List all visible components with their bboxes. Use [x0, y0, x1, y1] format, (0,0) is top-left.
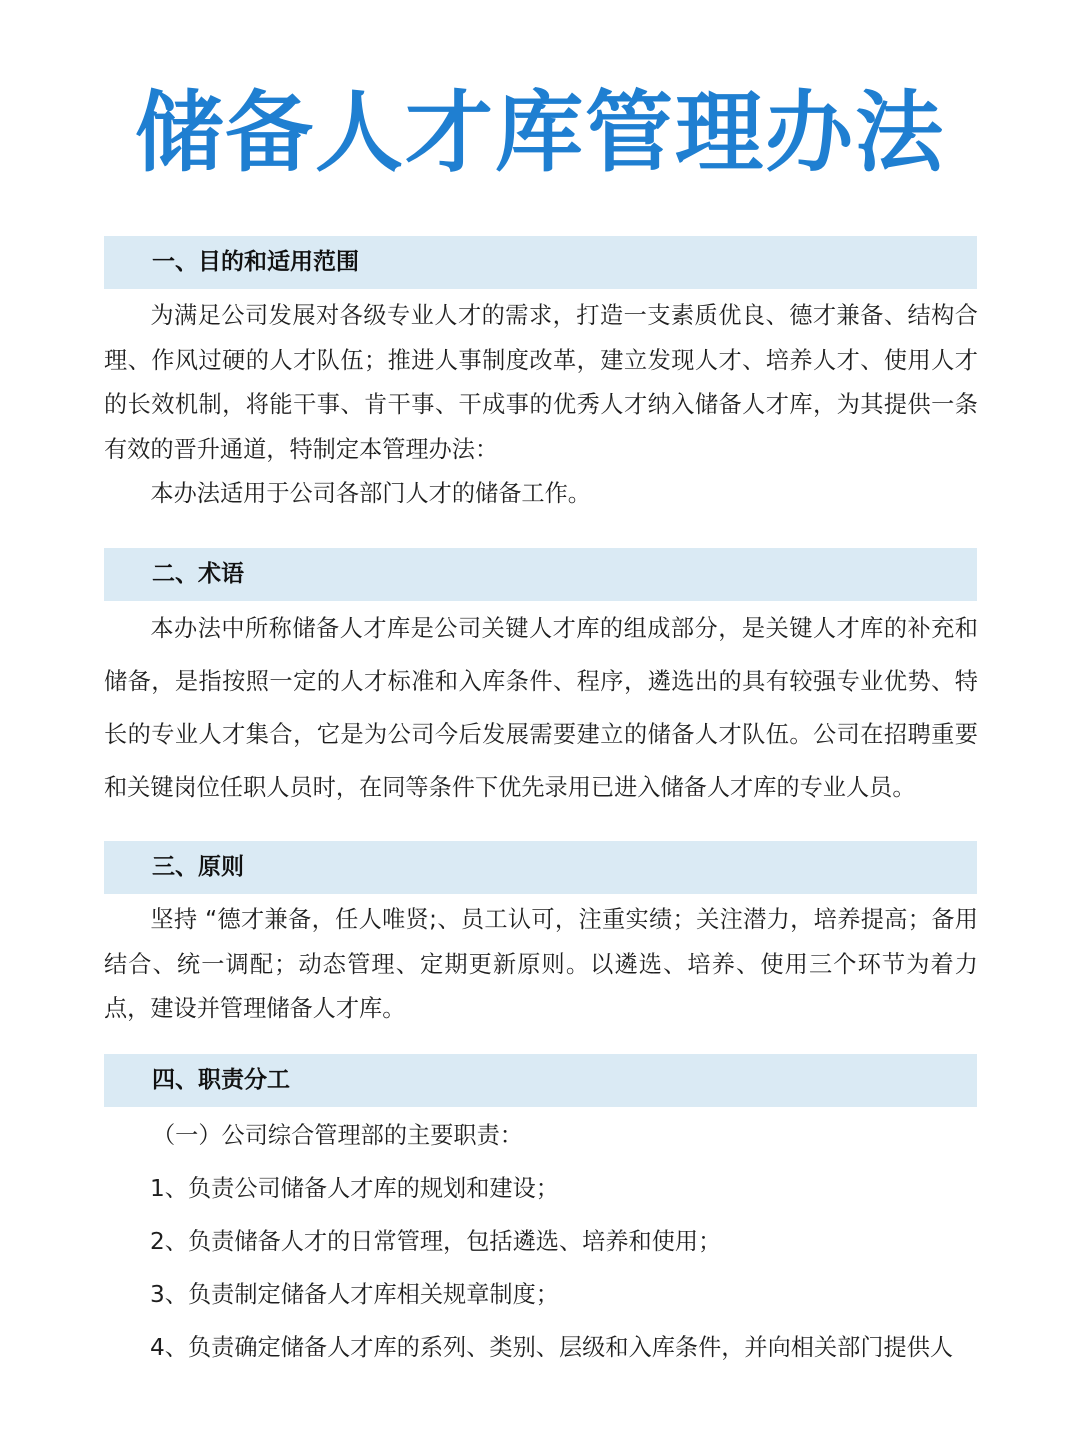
- section-header-terms: [104, 548, 977, 601]
- page-title: 储备人才库管理办法: [134, 81, 945, 184]
- list-item: 3、负责制定储备人才库相关规章制度；: [150, 1281, 559, 1308]
- paragraph: 坚持 “德才兼备，任人唯贤;、员工认可，注重实绩；关注潜力，培养提高；备用结合、统一调配；动态管理、定期更新原则。以遴选、培养、使用三个环节为着力点，建设并管理储备人才库。: [104, 906, 978, 1022]
- paragraph: 本办法适用于公司各部门人才的储备工作。: [150, 480, 591, 507]
- section-heading: 一、目的和适用范围: [152, 249, 359, 275]
- section-heading: 四、职责分工: [152, 1067, 290, 1093]
- list-item: 1、负责公司储备人才库的规划和建设；: [150, 1175, 559, 1202]
- paragraph: 本办法中所称储备人才库是公司关键人才库的组成部分，是关键人才库的补充和储备，是指按照一定的人才标准和入库条件、程序，遴选出的具有较强专业优势、特长的专业人才集合，它是为公司今后发展需要建立的储备人才队伍。公司在招聘重要和关键岗位任职人员时，在同等条件下优先录用已进入储备人才库的专业人员。: [104, 615, 978, 801]
- list-item: 2、负责储备人才的日常管理，包括遴选、培养和使用；: [150, 1228, 722, 1255]
- section-header-responsibilities: [104, 1054, 977, 1107]
- subheading: （一）公司综合管理部的主要职责：: [152, 1122, 523, 1149]
- section-header-purpose: [104, 236, 977, 289]
- paragraph: 为满足公司发展对各级专业人才的需求，打造一支素质优良、德才兼备、结构合理、作风过硬的人才队伍；推进人事制度改革，建立发现人才、培养人才、使用人才的长效机制，将能干事、肯干事、干成事的优秀人才纳入储备人才库，为其提供一条有效的晋升通道，特制定本管理办法：: [104, 302, 978, 463]
- section-heading: 三、原则: [152, 854, 244, 880]
- section-heading: 二、术语: [152, 561, 244, 587]
- list-item: 4、负责确定储备人才库的系列、类别、层级和入库条件，并向相关部门提供人: [150, 1334, 954, 1361]
- section-header-principles: [104, 841, 977, 894]
